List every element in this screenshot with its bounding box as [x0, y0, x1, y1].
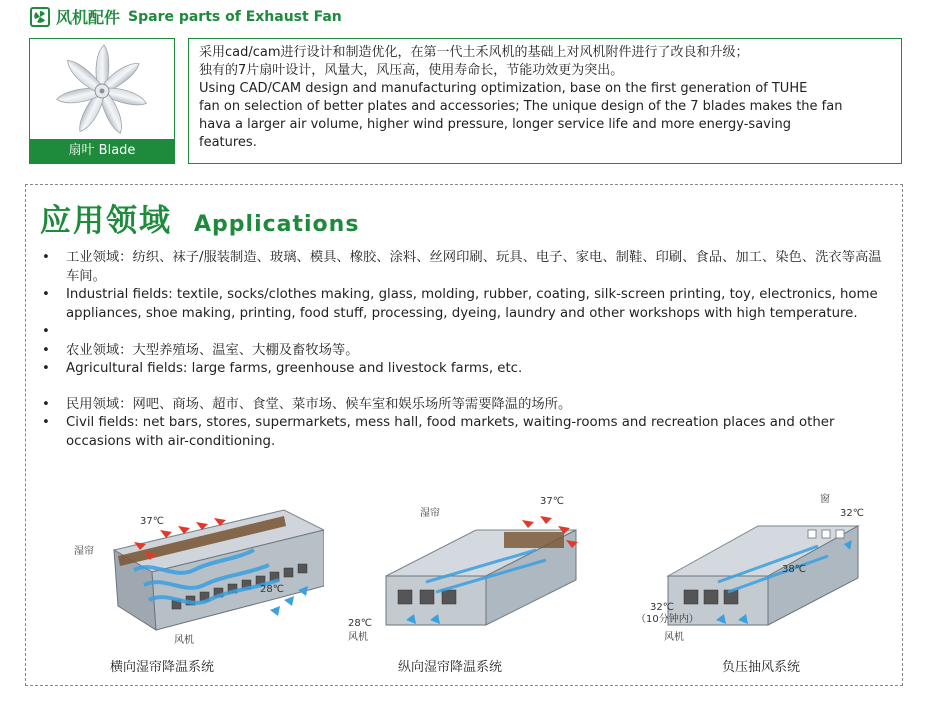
list-item-empty: [40, 323, 890, 342]
description-line: hava a larger air volume, higher wind pressure, longer service life and more energy-saving: [199, 117, 791, 132]
applications-box: [25, 184, 903, 686]
applications-title: [40, 195, 359, 240]
longitudinal-pad-cooling-diagram: [336, 490, 586, 650]
label-fan: 风机: [174, 635, 194, 646]
label-wet-pad: 湿帘: [74, 546, 94, 557]
label-cool-temp: 28℃: [348, 618, 372, 629]
label-inside-temp: 38℃: [782, 564, 806, 575]
header-title-cn: 风机配件: [56, 8, 121, 27]
diagram-caption: 负压抽风系统: [722, 660, 801, 675]
diagram-caption: 横向湿帘降温系统: [110, 660, 215, 675]
description-line: Using CAD/CAM design and manufacturing optimization, base on the first generation of TUHE: [199, 81, 808, 96]
label-hot-temp: 37℃: [540, 496, 564, 507]
label-outside-temp: 32℃: [840, 508, 864, 519]
list-item: • Industrial fields: textile, socks/clothes making, glass, molding, rubber, coating, silk-screen printing, toy, electronics, home appliances, shoe making, printing, food stuff, processing, dyeing, laundry and other workshops with high temperature.: [40, 286, 890, 323]
description-box: [188, 38, 902, 164]
diagram-caption: 纵向湿帘降温系统: [398, 660, 503, 675]
label-window: 窗: [820, 494, 830, 505]
blade-image-box: [29, 38, 175, 164]
list-item: • Agricultural fields: large farms, greenhouse and livestock farms, etc.: [40, 360, 890, 379]
applications-list: [40, 249, 890, 451]
applications-title-cn: 应用领域: [40, 203, 172, 239]
applications-title-en: Applications: [194, 212, 360, 237]
negative-pressure-exhaust-diagram: [608, 490, 868, 650]
list-item: • Civil fields: net bars, stores, supermarkets, mess hall, food markets, waiting-rooms and recreation places and other occasions with air-conditioning.: [40, 414, 890, 451]
label-cool-temp: 28℃: [260, 584, 284, 595]
fan-blade-image: [30, 39, 174, 139]
header-title-en: Spare parts of Exhaust Fan: [128, 8, 342, 25]
description-line: fan on selection of better plates and accessories; The unique design of the 7 blades makes the fan: [199, 99, 843, 114]
description-line: features.: [199, 135, 257, 150]
label-cool-temp: 32℃: [650, 602, 674, 613]
section-header: [30, 5, 342, 28]
list-item: • 农业领域：大型养殖场、温室、大棚及畜牧场等。: [40, 342, 890, 361]
label-hot-temp: 37℃: [140, 516, 164, 527]
label-fan: 风机: [348, 632, 368, 643]
label-duration: （10分钟内）: [636, 614, 699, 625]
description-line: 独有的7片扇叶设计，风量大，风压高，使用寿命长，节能功效更为突出。: [199, 63, 624, 78]
description-line: 采用cad/cam进行设计和制造优化，在第一代土禾风机的基础上对风机附件进行了改良和升级；: [199, 45, 749, 60]
cross-pad-cooling-diagram: [74, 490, 324, 650]
fan-logo-icon: [30, 7, 50, 27]
label-wet-pad: 湿帘: [420, 508, 440, 519]
list-item: • 工业领域：纺织、袜子/服装制造、玻璃、模具、橡胶、涂料、丝网印刷、玩具、电子、家电、制鞋、印刷、食品、加工、染色、洗衣等高温车间。: [40, 249, 890, 286]
list-item: • 民用领域：网吧、商场、超市、食堂、菜市场、候车室和娱乐场所等需要降温的场所。: [40, 396, 890, 415]
label-fan: 风机: [664, 632, 684, 643]
blade-caption: 扇叶 Blade: [30, 139, 174, 163]
